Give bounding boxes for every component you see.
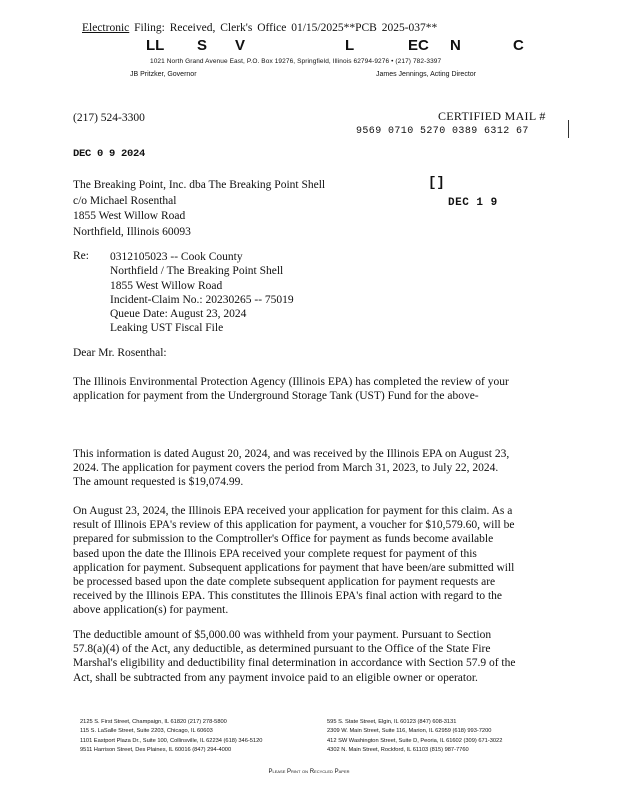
received-stamp-bracket: [] xyxy=(428,175,445,191)
agency-letter: EC xyxy=(408,37,429,54)
re-line: Leaking UST Fiscal File xyxy=(110,322,224,335)
paragraph-line: Act, shall be subtracted from any payment invoice paid to an eligible owner or operator. xyxy=(73,671,478,684)
filing-stamp-electronic: Electronic xyxy=(82,22,130,34)
re-line: Queue Date: August 23, 2024 xyxy=(110,308,247,321)
paragraph-line: This information is dated August 20, 2024, and was received by the Illinois EPA on August 23, xyxy=(73,448,510,460)
director-name: James Jennings, Acting Director xyxy=(376,71,476,78)
paragraph-review-complete xyxy=(73,375,553,403)
footer-office: 4302 N. Main Street, Rockford, IL 61103 (815) 987-7760 xyxy=(327,746,469,753)
paragraph-line: based upon the date the Illinois EPA received your complete request for payment of this xyxy=(73,547,477,560)
recipient-line: Northfield, Illinois 60093 xyxy=(73,225,191,238)
tracking-number: 9569 0710 5270 0389 6312 67 xyxy=(356,126,529,137)
footer-office: 412 SW Washington Street, Suite D, Peoria, IL 61602 (309) 671-3022 xyxy=(327,737,503,744)
agency-letter: V xyxy=(235,37,246,54)
margin-mark xyxy=(568,120,569,138)
agency-letter: S xyxy=(197,37,208,54)
footer-office: 2309 W. Main Street, Suite 116, Marion, IL 62959 (618) 993-7200 xyxy=(327,728,492,735)
recycled-paper-note: Please Print on Recycled Paper xyxy=(268,769,350,775)
agency-letter: N xyxy=(450,37,461,54)
footer-office: 115 S. LaSalle Street, Suite 2203, Chicago, IL 60603 xyxy=(80,728,213,735)
re-line: Incident-Claim No.: 20230265 -- 75019 xyxy=(110,293,294,306)
paragraph-line: On August 23, 2024, the Illinois EPA received your application for payment for this claim. As a xyxy=(73,505,513,517)
paragraph-line: Marshal's eligibility and deductibility final determination in accordance with Section 57.9 of the xyxy=(73,657,516,670)
paragraph-line: The Illinois Environmental Protection Agency (Illinois EPA) has completed the review of your xyxy=(73,376,509,388)
filing-stamp xyxy=(82,22,437,34)
agency-address: 1021 North Grand Avenue East, P.O. Box 19276, Springfield, Illinois 62794-9276 • (217) 782-3397 xyxy=(150,58,442,65)
filing-stamp-text: Filing: Received, Clerk's Office 01/15/2025**PCB 2025-037** xyxy=(134,22,438,34)
paragraph-line: result of Illinois EPA's review of this application for payment, a voucher for $10,579.60, will be xyxy=(73,519,515,532)
footer-office: 595 S. State Street, Elgin, IL 60123 (847) 608-3131 xyxy=(327,719,457,725)
footer-offices-left xyxy=(80,718,262,755)
governor-name: JB Pritzker, Governor xyxy=(130,71,197,78)
received-stamp-date: DEC 1 9 xyxy=(448,197,498,209)
paragraph-line: application for payment from the Underground Storage Tank (UST) Fund for the above- xyxy=(73,390,479,403)
footer-office: 2125 S. First Street, Champaign, IL 61820 (217) 278-5800 xyxy=(80,719,227,725)
recipient-line: The Breaking Point, Inc. dba The Breaking Point Shell xyxy=(73,179,326,191)
letter-date: DEC 0 9 2024 xyxy=(73,148,146,160)
paragraph-deductible xyxy=(73,628,553,685)
re-line: Northfield / The Breaking Point Shell xyxy=(110,265,284,278)
footer-office: 1101 Eastport Plaza Dr., Suite 100, Collinsville, IL 62234 (618) 346-5120 xyxy=(80,737,263,744)
paragraph-line: be processed based upon the date complete subsequent application for payment requests are xyxy=(73,576,496,589)
recipient-line: 1855 West Willow Road xyxy=(73,210,186,222)
recipient-line: c/o Michael Rosenthal xyxy=(73,194,177,207)
contact-phone: (217) 524-3300 xyxy=(73,112,145,124)
agency-letter: LL xyxy=(146,37,165,54)
re-block xyxy=(110,250,294,336)
re-line: 1855 West Willow Road xyxy=(110,279,223,292)
paragraph-application-info xyxy=(73,447,553,490)
footer-office: 9511 Harrison Street, Des Plaines, IL 60016 (847) 294-4000 xyxy=(80,746,232,753)
certified-mail-label: CERTIFIED MAIL # xyxy=(438,109,546,123)
salutation: Dear Mr. Rosenthal: xyxy=(73,347,167,359)
paragraph-voucher xyxy=(73,504,553,618)
paragraph-line: 57.8(a)(4) of the Act, any deductible, as determined pursuant to the Office of the State Fire xyxy=(73,643,491,656)
paragraph-line: The deductible amount of $5,000.00 was withheld from your payment. Pursuant to Section xyxy=(73,629,492,641)
footer-offices-right xyxy=(327,718,502,755)
paragraph-line: application for payment. Subsequent applications for payment that have been/are submitted will xyxy=(73,561,515,574)
re-line: 0312105023 -- Cook County xyxy=(110,251,243,263)
paragraph-line: The amount requested is $19,074.99. xyxy=(73,476,244,489)
paragraph-line: received by the Illinois EPA. This constitutes the Illinois EPA's final action with regard to the xyxy=(73,590,503,603)
re-label: Re: xyxy=(73,250,89,262)
agency-letter: L xyxy=(345,37,355,54)
paragraph-line: 2024. The application for payment covers the period from March 31, 2023, to July 22, 2024. xyxy=(73,462,499,475)
paragraph-line: above application(s) for payment. xyxy=(73,604,229,617)
paragraph-line: prepared for submission to the Comptroller's Office for payment as funds become available xyxy=(73,533,494,546)
recipient-address xyxy=(73,178,325,240)
agency-letter: C xyxy=(513,37,524,54)
